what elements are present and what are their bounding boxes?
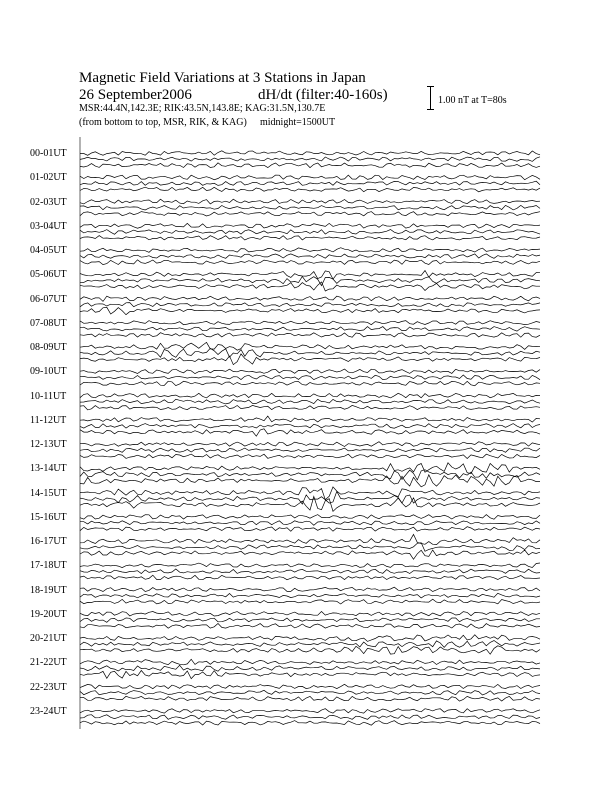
hour-label: 09-10UT bbox=[30, 366, 67, 378]
station-trace bbox=[80, 399, 540, 404]
hour-label: 01-02UT bbox=[30, 172, 67, 184]
station-trace bbox=[80, 454, 540, 458]
hour-trace-group bbox=[80, 515, 540, 532]
date-label: 26 September2006 bbox=[79, 87, 192, 103]
station-trace bbox=[80, 659, 540, 665]
hour-trace-group bbox=[80, 487, 540, 512]
station-trace bbox=[80, 327, 540, 332]
station-trace bbox=[80, 393, 540, 398]
station-trace bbox=[80, 187, 540, 192]
hour-label: 07-08UT bbox=[30, 317, 67, 329]
hour-trace-group bbox=[80, 587, 540, 604]
hour-label: 17-18UT bbox=[30, 560, 67, 572]
hour-label: 03-04UT bbox=[30, 220, 67, 232]
station-trace bbox=[80, 405, 540, 410]
hour-label: 23-24UT bbox=[30, 705, 67, 717]
hour-trace-group bbox=[80, 342, 540, 364]
station-trace bbox=[80, 277, 540, 286]
station-trace bbox=[80, 721, 540, 726]
station-trace bbox=[80, 715, 540, 720]
station-trace bbox=[80, 690, 540, 695]
hour-trace-group bbox=[80, 684, 540, 701]
station-trace bbox=[80, 521, 540, 526]
hour-trace-group bbox=[80, 248, 540, 265]
station-trace bbox=[80, 212, 540, 216]
station-trace bbox=[80, 470, 540, 480]
hour-trace-group bbox=[80, 199, 540, 216]
station-trace bbox=[80, 618, 540, 622]
station-trace bbox=[80, 282, 540, 291]
station-trace bbox=[80, 296, 540, 301]
hour-trace-group bbox=[80, 151, 540, 168]
station-trace bbox=[80, 199, 540, 204]
station-trace bbox=[80, 307, 540, 314]
station-trace bbox=[80, 709, 540, 713]
hour-label: 22-23UT bbox=[30, 681, 67, 693]
station-trace bbox=[80, 369, 540, 374]
chart-title: Magnetic Field Variations at 3 Stations in Japan bbox=[79, 70, 366, 86]
station-coordinates: MSR:44.4N,142.3E; RIK:43.5N,143.8E; KAG:31.5N,130.7E bbox=[79, 103, 326, 114]
trace-order-note: (from bottom to top, MSR, RIK, & KAG) bbox=[79, 117, 247, 128]
hour-label: 08-09UT bbox=[30, 342, 67, 353]
hour-label: 05-06UT bbox=[30, 269, 67, 281]
hour-label: 19-20UT bbox=[30, 608, 67, 620]
station-trace bbox=[80, 416, 540, 422]
station-trace bbox=[80, 599, 540, 604]
hour-trace-group bbox=[80, 659, 540, 678]
hour-trace-group bbox=[80, 369, 540, 386]
scale-label: 1.00 nT at T=80s bbox=[438, 95, 507, 106]
station-trace bbox=[80, 527, 540, 532]
station-trace bbox=[80, 575, 540, 580]
station-trace bbox=[80, 254, 540, 259]
station-trace bbox=[80, 641, 540, 648]
hour-trace-group bbox=[80, 416, 540, 436]
filter-label: dH/dt (filter:40-160s) bbox=[258, 87, 388, 103]
station-trace bbox=[80, 163, 540, 168]
station-trace bbox=[80, 381, 540, 386]
hour-trace-group bbox=[80, 321, 540, 338]
station-trace bbox=[80, 303, 540, 307]
station-trace bbox=[80, 543, 540, 552]
hour-label: 12-13UT bbox=[30, 439, 67, 450]
station-trace bbox=[80, 442, 540, 447]
hour-trace-group bbox=[80, 563, 540, 580]
station-trace bbox=[80, 271, 540, 280]
station-trace bbox=[80, 646, 540, 654]
station-trace bbox=[80, 260, 540, 265]
hour-trace-group bbox=[80, 271, 540, 292]
hour-trace-group bbox=[80, 635, 540, 654]
hour-trace-group bbox=[80, 612, 540, 629]
station-trace bbox=[80, 181, 540, 185]
station-trace bbox=[80, 448, 540, 452]
hour-label: 18-19UT bbox=[30, 584, 67, 596]
station-trace bbox=[80, 157, 540, 162]
hour-trace-group bbox=[80, 534, 540, 559]
station-trace bbox=[80, 151, 540, 156]
station-trace bbox=[80, 223, 540, 228]
hour-label: 15-16UT bbox=[30, 511, 67, 523]
station-trace bbox=[80, 236, 540, 240]
station-trace bbox=[80, 424, 540, 429]
station-trace bbox=[80, 569, 540, 574]
hour-label: 04-05UT bbox=[30, 245, 67, 256]
hour-label: 06-07UT bbox=[30, 293, 67, 305]
station-trace bbox=[80, 348, 540, 357]
station-trace bbox=[80, 248, 540, 253]
station-trace bbox=[80, 497, 540, 512]
hour-label: 16-17UT bbox=[30, 536, 67, 547]
hour-trace-group bbox=[80, 296, 540, 315]
station-trace bbox=[80, 671, 540, 679]
station-trace bbox=[80, 205, 540, 210]
station-trace bbox=[80, 321, 540, 325]
station-trace bbox=[80, 593, 540, 598]
hour-label: 11-12UT bbox=[30, 414, 67, 426]
station-trace bbox=[80, 534, 540, 544]
station-trace bbox=[80, 696, 540, 701]
hour-trace-group bbox=[80, 393, 540, 410]
hour-trace-group bbox=[80, 463, 540, 487]
hour-trace-group bbox=[80, 223, 540, 240]
station-trace bbox=[80, 587, 540, 591]
hour-label: 20-21UT bbox=[30, 633, 67, 644]
hour-label: 21-22UT bbox=[30, 657, 67, 669]
station-trace bbox=[80, 563, 540, 568]
station-trace bbox=[80, 612, 540, 617]
station-trace bbox=[80, 175, 540, 180]
hour-label: 10-11UT bbox=[30, 390, 67, 402]
hour-label: 02-03UT bbox=[30, 196, 67, 208]
hour-label: 13-14UT bbox=[30, 463, 67, 475]
station-trace bbox=[80, 429, 540, 436]
midnight-note: midnight=1500UT bbox=[260, 117, 336, 128]
station-trace bbox=[80, 230, 540, 235]
station-trace bbox=[80, 550, 540, 559]
station-trace bbox=[80, 333, 540, 338]
station-trace bbox=[80, 665, 540, 671]
station-trace bbox=[80, 684, 540, 688]
hour-trace-group bbox=[80, 442, 540, 459]
hour-trace-group bbox=[80, 175, 540, 192]
hour-label: 14-15UT bbox=[30, 487, 67, 499]
station-trace bbox=[80, 635, 540, 642]
station-trace bbox=[80, 375, 540, 380]
station-trace bbox=[80, 515, 540, 520]
station-trace bbox=[80, 342, 540, 350]
hour-label: 00-01UT bbox=[30, 148, 67, 159]
station-trace bbox=[80, 624, 540, 629]
hour-trace-group bbox=[80, 709, 540, 726]
